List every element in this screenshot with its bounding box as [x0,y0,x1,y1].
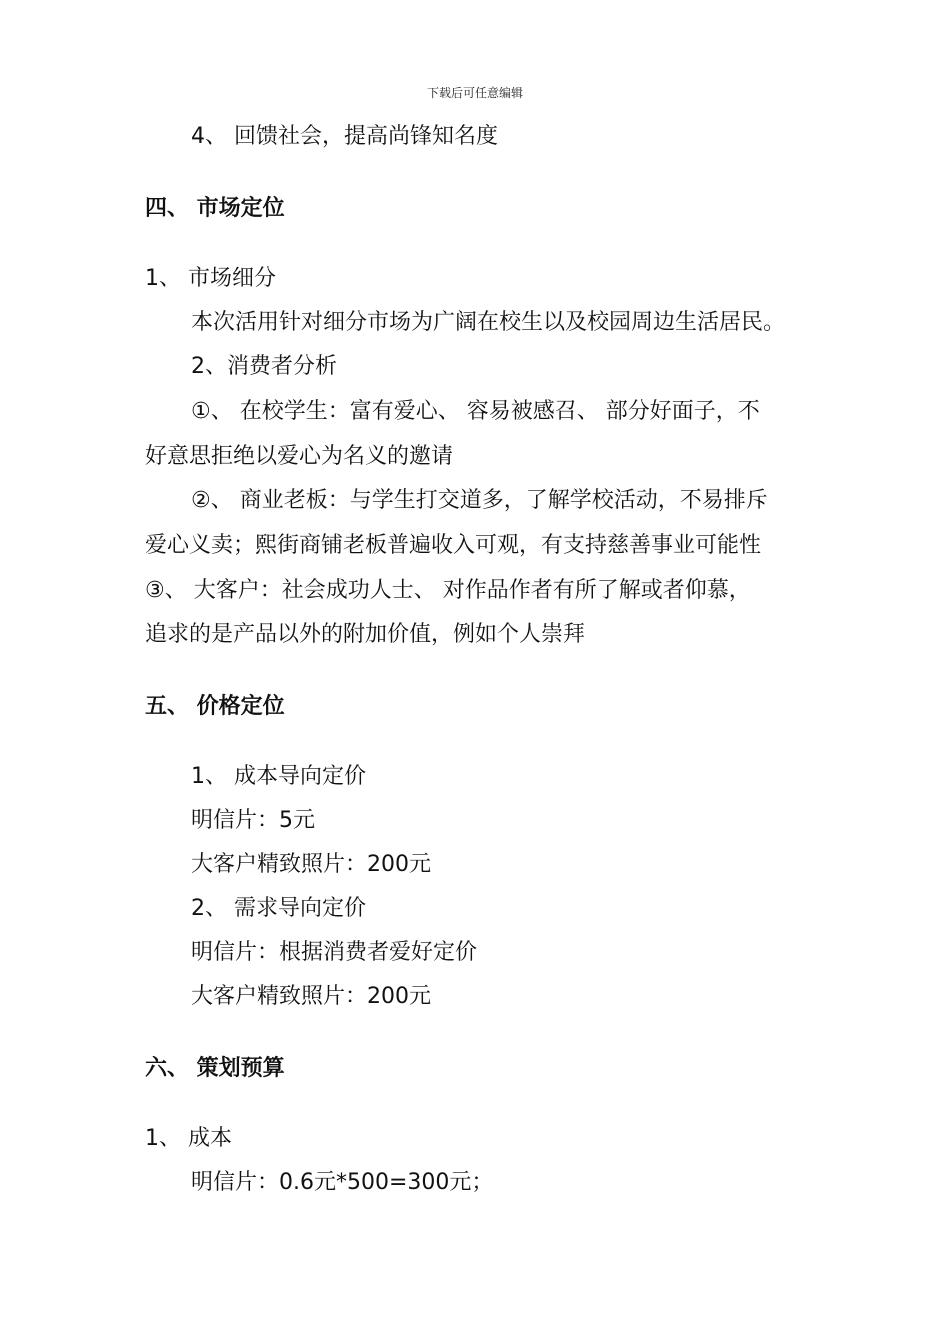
section-heading: 五、 价格定位 [145,694,285,719]
paragraph-line: 追求的是产品以外的附加价值，例如个人崇拜 [145,622,586,647]
section-heading: 六、 策划预算 [145,1056,285,1081]
text-line: 4、 回馈社会，提高尚锋知名度 [191,124,498,149]
budget-line: 明信片：0.6元*500=300元； [191,1170,494,1195]
subsection-heading: 2、消费者分析 [191,354,337,379]
paragraph-line: ①、 在校学生：富有爱心、 容易被感召、 部分好面子，不 [191,399,760,424]
price-line: 大客户精致照片：200元 [191,852,431,877]
paragraph-line: ③、 大客户：社会成功人士、 对作品作者有所了解或者仰慕， [145,578,751,603]
price-line: 明信片：根据消费者爱好定价 [191,940,478,965]
price-line: 大客户精致照片：200元 [191,984,431,1009]
subsection-heading: 1、 成本导向定价 [191,764,366,789]
price-line: 明信片：5元 [191,808,315,833]
paragraph-line: 爱心义卖；熙街商铺老板普遍收入可观，有支持慈善事业可能性 [145,533,762,558]
paragraph-line: 本次活用针对细分市场为广阔在校生以及校园周边生活居民。 [191,310,786,335]
paragraph-line: ②、 商业老板：与学生打交道多，了解学校活动，不易排斥 [191,488,768,513]
subsection-heading: 2、 需求导向定价 [191,896,366,921]
subsection-heading: 1、 成本 [145,1126,232,1151]
paragraph-line: 好意思拒绝以爱心为名义的邀请 [145,444,454,469]
subsection-heading: 1、 市场细分 [145,266,276,291]
page-header: 下载后可任意编辑 [426,86,523,100]
section-heading: 四、 市场定位 [145,196,285,221]
